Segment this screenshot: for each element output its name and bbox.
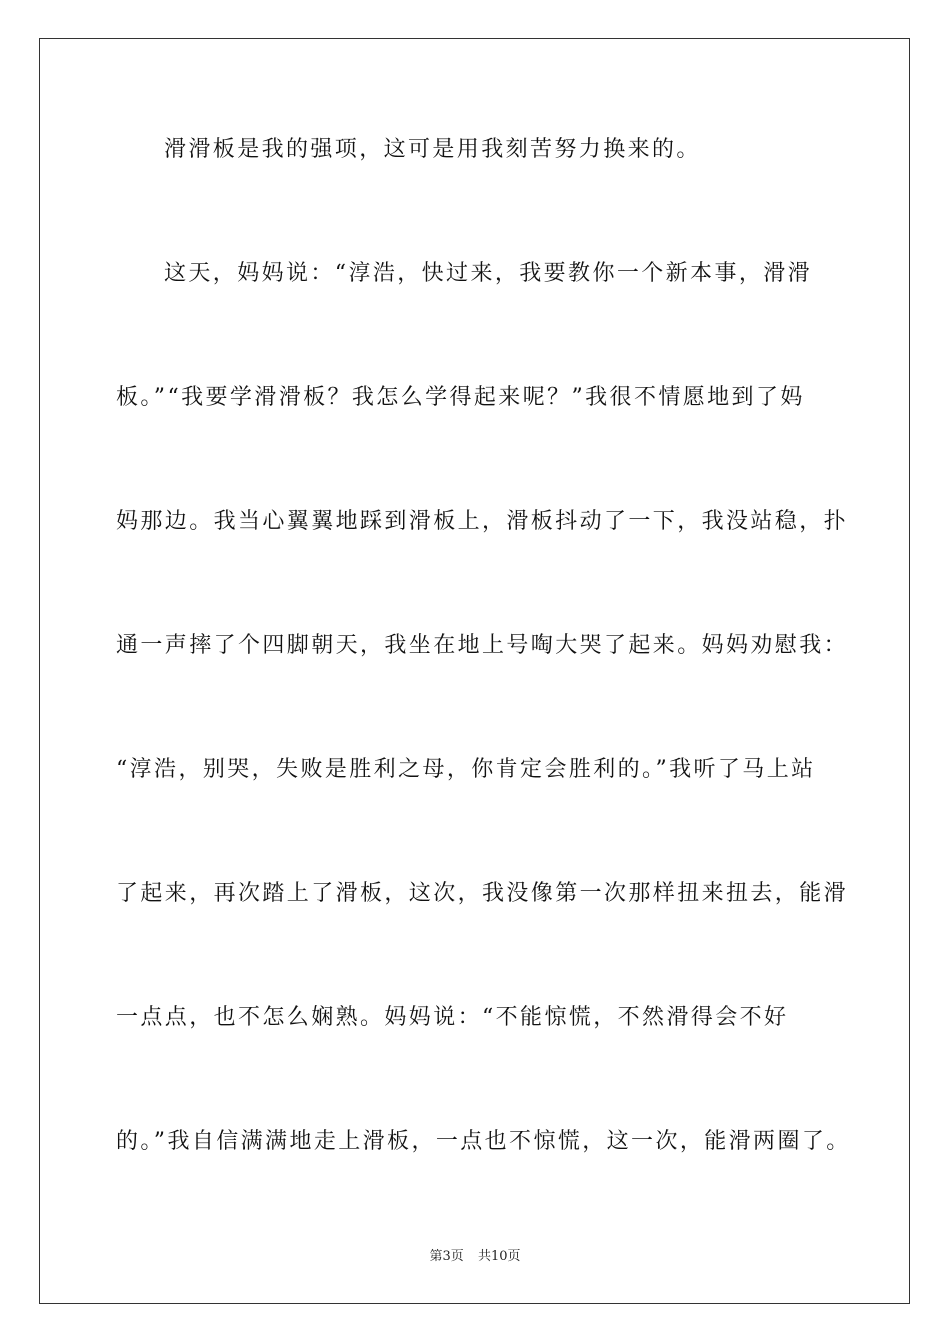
page-number: 第3页 [429, 1249, 464, 1264]
paragraph-line-5: 通一声摔了个四脚朝天，我坐在地上号啕大哭了起来。妈妈劝慰我： [116, 633, 849, 658]
page-footer [0, 1249, 950, 1265]
paragraph-line-7: 了起来，再次踏上了滑板，这次，我没像第一次那样扭来扭去，能滑 [116, 881, 849, 906]
paragraph-line-1: 滑滑板是我的强项，这可是用我刻苦努力换来的。 [164, 137, 701, 162]
paragraph-line-6: “淳浩，别哭，失败是胜利之母，你肯定会胜利的。”我听了马上站 [116, 757, 816, 782]
page-border [39, 38, 910, 1304]
page-total: 共10页 [477, 1249, 521, 1264]
paragraph-line-2: 这天，妈妈说：“淳浩，快过来，我要教你一个新本事，滑滑 [164, 261, 813, 286]
paragraph-line-4: 妈那边。我当心翼翼地踩到滑板上，滑板抖动了一下，我没站稳，扑 [116, 509, 849, 534]
paragraph-line-8: 一点点，也不怎么娴熟。妈妈说：“不能惊慌，不然滑得会不好 [116, 1005, 789, 1030]
paragraph-line-3: 板。”“我要学滑滑板？我怎么学得起来呢？”我很不情愿地到了妈 [116, 385, 805, 410]
paragraph-line-9: 的。”我自信满满地走上滑板，一点也不惊慌，这一次，能滑两圈了。 [116, 1129, 851, 1154]
